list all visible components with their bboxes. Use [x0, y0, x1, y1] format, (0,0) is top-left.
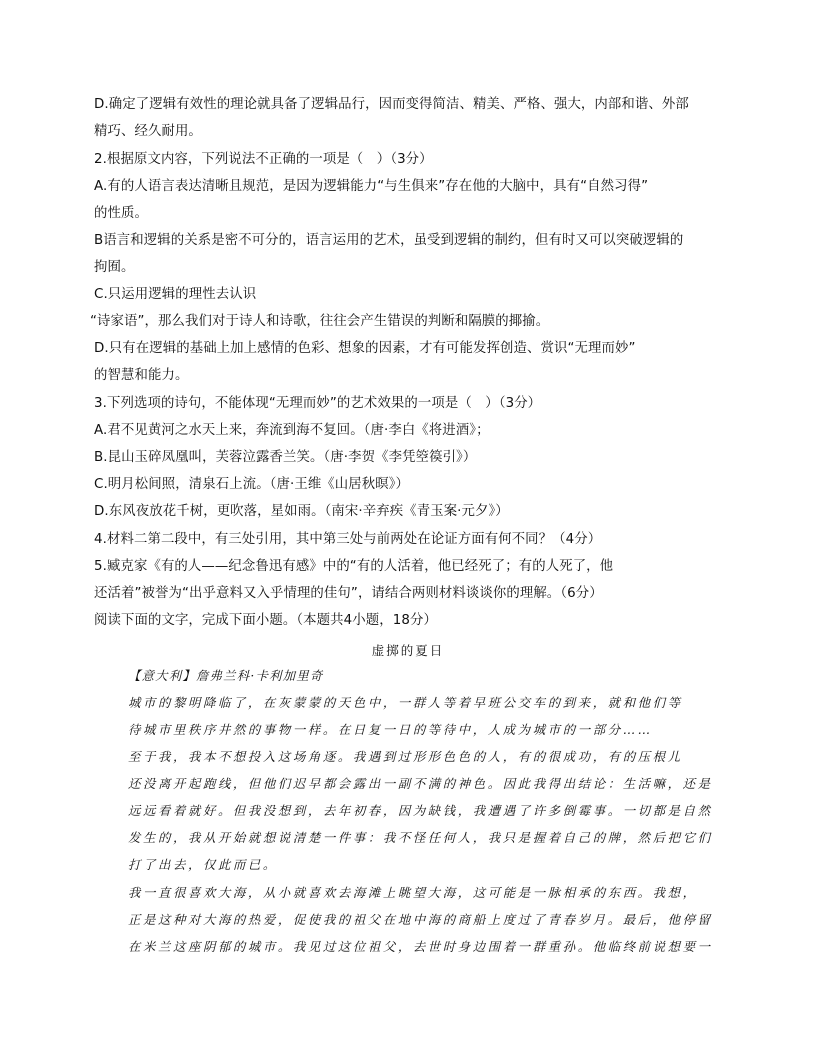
q1-option-d-line2: 精巧、经久耐用。 — [94, 124, 202, 139]
passage-line: 发生的，我从开始就想说清楚一件事：我不怪任何人，我只是握着自己的牌，然后把它们 — [128, 830, 713, 845]
q3-option-b: B.昆山玉碎凤凰叫，芙蓉泣露香兰笑。（唐·李贺《李凭箜篌引》） — [94, 450, 477, 465]
q2-option-c-line1: C.只运用逻辑的理性去认识 — [94, 287, 257, 302]
passage-line: 待城市里秩序井然的事物一样。在日复一日的等待中，人成为城市的一部分…… — [128, 722, 653, 737]
q2-option-a-line2: 的性质。 — [94, 206, 148, 221]
reading-intro: 阅读下面的文字，完成下面小题。（本题共4小题，18分） — [94, 613, 437, 628]
q3-stem: 3.下列选项的诗句，不能体现“无理而妙”的艺术效果的一项是（ ）（3分） — [94, 396, 542, 411]
passage-line: 正是这种对大海的热爱，促使我的祖父在地中海的商船上度过了青春岁月。最后，他停留 — [128, 912, 713, 927]
passage-line: 还没离开起跑线，但他们迟早都会露出一副不满的神色。因此我得出结论：生活嘛，还是 — [128, 776, 713, 791]
passage-author: 【意大利】詹弗兰科·卡利加里奇 — [128, 668, 324, 683]
q3-option-d: D.东风夜放花千树，更吹落，星如雨。（南宋·辛弃疾《青玉案·元夕》） — [94, 504, 509, 519]
q2-option-d-line1: D.只有在逻辑的基础上加上感情的色彩、想象的因素，才有可能发挥创造、赏识“无理而妙” — [94, 341, 636, 356]
passage-line: 城市的黎明降临了，在灰蒙蒙的天色中，一群人等着早班公交车的到来，就和他们等 — [128, 695, 683, 710]
q3-option-c: C.明月松间照，清泉石上流。（唐·王维《山居秋暝》） — [94, 477, 410, 492]
q2-stem: 2.根据原文内容，下列说法不正确的一项是（ ）（3分） — [94, 152, 433, 167]
q5-line1: 5.臧克家《有的人——纪念鲁迅有感》中的“有的人活着，他已经死了；有的人死了，他 — [94, 559, 614, 574]
q2-option-c-line2: “诗家语”，那么我们对于诗人和诗歌，往往会产生错误的判断和隔膜的揶揄。 — [90, 314, 550, 329]
q2-option-a-line1: A.有的人语言表达清晰且规范，是因为逻辑能力“与生俱来”存在他的大脑中，具有“自然习得” — [94, 179, 649, 194]
q1-option-d-line1: D.确定了逻辑有效性的理论就具备了逻辑品行，因而变得简洁、精美、严格、强大，内部和谐、外部 — [94, 97, 689, 112]
q3-option-a: A.君不见黄河之水天上来，奔流到海不复回。（唐·李白《将进酒》； — [94, 423, 490, 438]
q2-option-b-line2: 拘囿。 — [94, 260, 135, 275]
q2-option-b-line1: B语言和逻辑的关系是密不可分的，语言运用的艺术，虽受到逻辑的制约，但有时又可以突破逻辑的 — [94, 233, 684, 248]
passage-line: 至于我，我本不想投入这场角逐。我遇到过形形色色的人，有的很成功，有的压根儿 — [128, 749, 683, 764]
passage-line: 在米兰这座阴郁的城市。我见过这位祖父，去世时身边围着一群重孙。他临终前说想要一 — [128, 939, 713, 954]
passage-line: 我一直很喜欢大海，从小就喜欢去海滩上眺望大海，这可能是一脉相承的东西。我想， — [128, 885, 698, 900]
passage-title: 虚掷的夏日 — [371, 643, 445, 658]
q2-option-d-line2: 的智慧和能力。 — [94, 368, 189, 383]
q5-line2: 还活着”被誉为“出乎意料又入乎情理的佳句”，请结合两则材料谈谈你的理解。（6分） — [94, 586, 603, 601]
passage-line: 打了出去，仅此而已。 — [128, 857, 278, 872]
q4-stem: 4.材料二第二段中，有三处引用，其中第三处与前两处在论证方面有何不同？（4分） — [94, 532, 602, 547]
passage-line: 远远看着就好。但我没想到，去年初春，因为缺钱，我遭遇了许多倒霉事。一切都是自然 — [128, 803, 713, 818]
